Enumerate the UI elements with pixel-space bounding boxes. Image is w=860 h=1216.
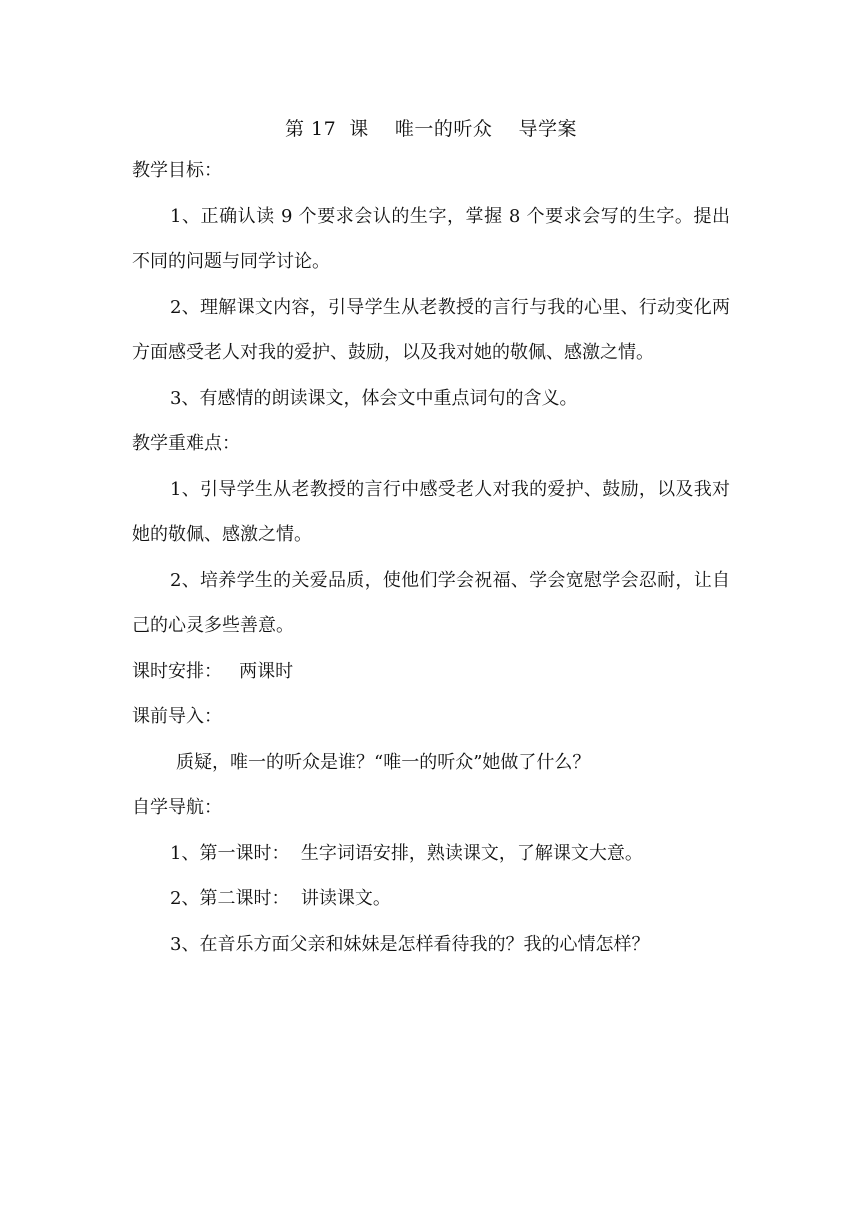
self-study-item-3: 3、在音乐方面父亲和妹妹是怎样看待我的？我的心情怎样？: [170, 933, 650, 955]
keypoints-heading: 教学重难点：: [132, 433, 240, 454]
schedule-line: [132, 649, 730, 695]
goal-item-2: 2、理解课文内容，引导学生从老教授的言行与我的心里、行动变化两方面感受老人对我的爱护、鼓励，以及我对她的敬佩、感激之情。: [132, 296, 730, 363]
document-body: [132, 110, 730, 967]
goal-item-1: 1、正确认读 9 个要求会认的生字，掌握 8 个要求会写的生字。提出不同的问题与同学讨论。: [132, 205, 730, 272]
intro-heading: 课前导入：: [132, 706, 222, 727]
keypoint-item-1: 1、引导学生从老教授的言行中感受老人对我的爱护、鼓励，以及我对她的敬佩、感激之情。: [132, 478, 730, 545]
self-study-heading: 自学导航：: [132, 797, 222, 818]
schedule-label: 课时安排：: [132, 660, 222, 682]
intro-text: 质疑，唯一的听众是谁？“唯一的听众”她做了什么？: [176, 751, 591, 773]
schedule-value: 两课时: [239, 660, 294, 682]
goals-heading: 教学目标：: [132, 160, 222, 181]
keypoint-item-2: 2、培养学生的关爱品质，使他们学会祝福、学会宽慰学会忍耐，让自己的心灵多些善意。: [132, 569, 730, 636]
self-study-item-2: 2、第二课时： 讲读课文。: [170, 888, 391, 909]
self-study-item-1: 1、第一课时： 生字词语安排，熟读课文，了解课文大意。: [170, 842, 643, 864]
document-title: 第 17 课 唯一的听众 导学案: [284, 118, 578, 140]
goal-item-3: 3、有感情的朗读课文，体会文中重点词句的含义。: [170, 387, 578, 409]
